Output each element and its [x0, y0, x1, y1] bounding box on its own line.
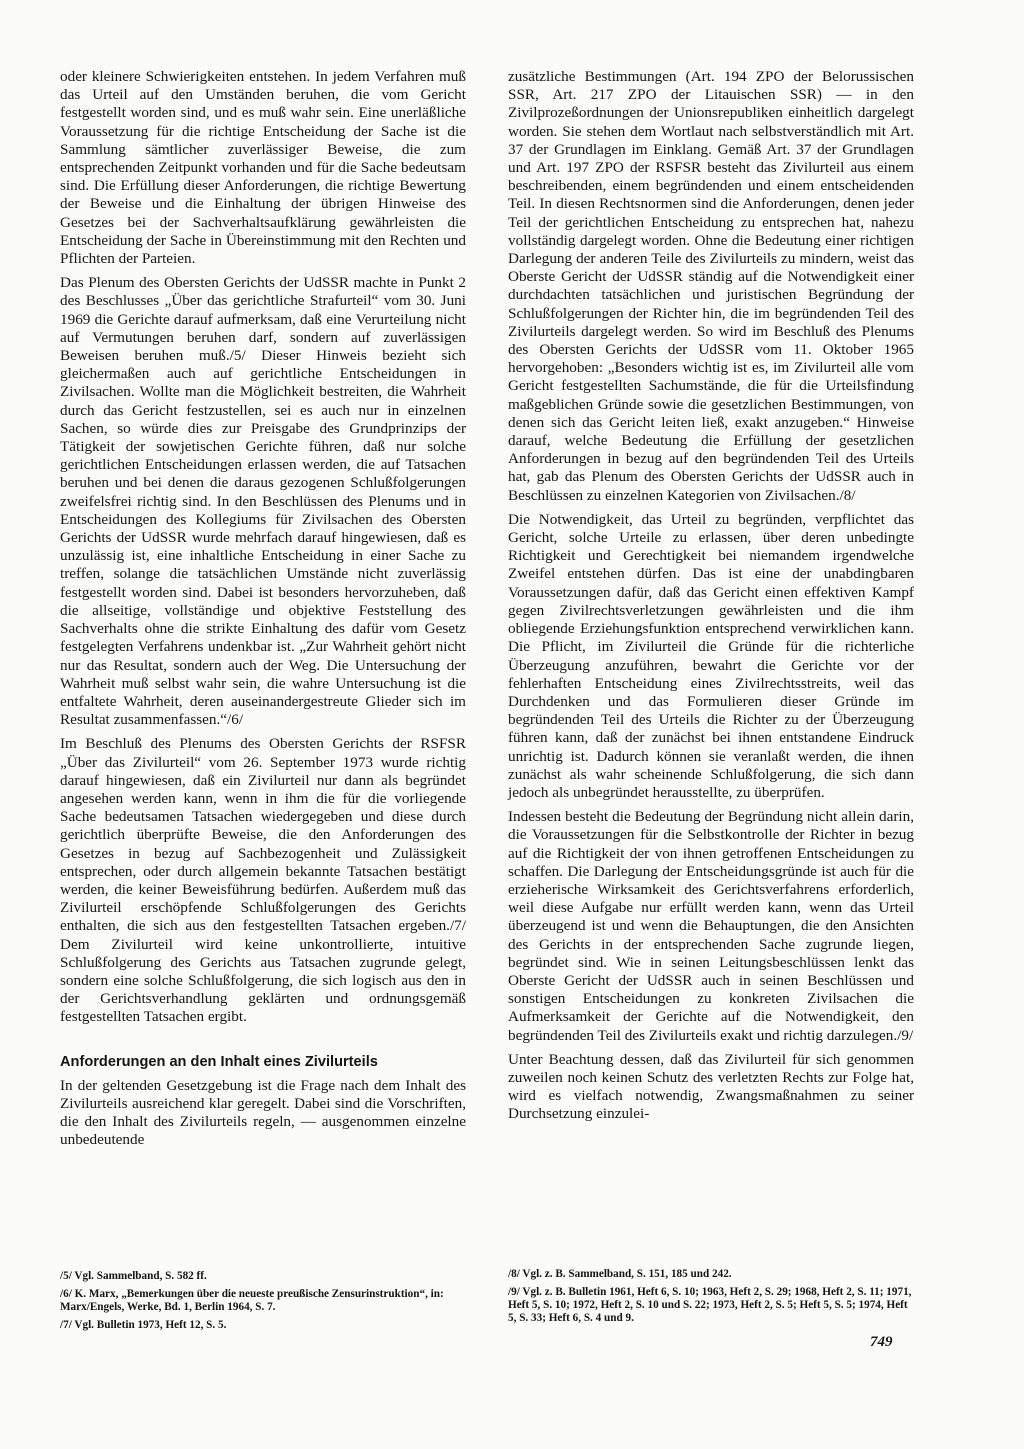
- section-heading: Anforderungen an den Inhalt eines Zivilurteils: [60, 1053, 378, 1070]
- paragraph: In der geltenden Gesetzgebung ist die Frage nach dem Inhalt des Zivilurteils ausreichend klar geregelt. Dabei sind die Vorschriften, die den Inhalt des Zivilurteils regeln, — ausgenommen einzelne unbedeutende: [60, 1076, 466, 1149]
- footnotes-right: [508, 1268, 914, 1330]
- paragraph: oder kleinere Schwierigkeiten entstehen. In jedem Verfahren muß das Urteil auf den Umständen beruhen, die vom Gericht festgestellt worden sind, und es muß wahr sein. Eine unerläßliche Voraussetzung für die richtige Entscheidung der Sache ist die Sammlung sämtlicher zuverlässiger Beweise, die zum entsprechenden Zeitpunkt vorhanden und für die Sache bedeutsam sind. Die Erfüllung dieser Anforderungen, die richtige Bewertung der Beweise und die Einhaltung der übrigen Hinweise des Gesetzes bei der Sachverhaltsaufklärung gewährleisten die Entscheidung der Sache in Übereinstimmung mit den Rechten und Pflichten der Parteien.: [60, 68, 466, 268]
- paragraph: Die Notwendigkeit, das Urteil zu begründen, verpflichtet das Gericht, solche Urteile zu erlassen, über deren unbedingte Richtigkeit und Gerechtigkeit bei niemandem irgendwelche Zweifel entstehen dürfen. Das ist eine der unabdingbaren Voraussetzungen dafür, daß das Gericht einen effektiven Kampf gegen Zivilrechtsverletzungen gewährleisten und die ihm obliegende Erziehungsfunktion entsprechend verwirklichen kann. Die Pflicht, im Zivilurteil die Gründe für die richterliche Überzeugung anzuführen, bewahrt die Gerichte vor der fehlerhaften Entscheidung eines Zivilrechtsstreits, weil das Durchdenken und das Formulieren dieser Gründe im begründenden Teil des Urteils die Richter zu der Überzeugung führen kann, daß der zunächst bei ihnen entstandene Eindruck unrichtig ist. Dadurch können sie veranlaßt werden, die ihnen zunächst als wahr scheinende Schlußfolgerung, die sich dann jedoch als unbegründet herausstellte, zu überprüfen.: [508, 510, 914, 801]
- paragraph: Das Plenum des Obersten Gerichts der UdSSR machte in Punkt 2 des Beschlusses „Über das gerichtliche Strafurteil“ vom 30. Juni 1969 die Gerichte darauf aufmerksam, daß eine Verurteilung nicht auf Vermutungen beruhen darf, sondern auf zuverlässigen Beweisen beruhen muß./5/ Dieser Hinweis bezieht sich gleichermaßen auch auf gerichtliche Entscheidungen in Zivilsachen. Wollte man die Möglichkeit bestreiten, die Wahrheit durch das Gericht festzustellen, sei es auch nur in einzelnen Sachen, so würde dies zur Preisgabe des Grundprinzips der Tätigkeit der sowjetischen Gerichte führen, daß nur solche gerichtlichen Entscheidungen erlassen werden, die auf Tatsachen beruhen und bei denen die daraus gezogenen Schlußfolgerungen zweifelsfrei richtig sind. In den Beschlüssen des Plenums und in Entscheidungen des Kollegiums für Zivilsachen des Obersten Gerichts der UdSSR wurde mehrfach darauf hingewiesen, daß es unzulässig ist, eine inhaltliche Entscheidung in einer Sache zu treffen, solange die tatsächlichen Umstände nicht zuverlässig festgestellt worden sind. Dabei ist besonders hervorzuheben, daß die allseitige, vollständige und objektive Feststellung des Sachverhalts ohne die strikte Einhaltung des dafür vom Gesetz festgelegten Verfahrens undenkbar ist. „Zur Wahrheit gehört nicht nur das Resultat, sondern auch der Weg. Die Untersuchung der Wahrheit muß selbst wahr sein, die wahre Untersuchung ist die entfaltete Wahrheit, deren auseinandergestreute Glieder sich im Resultat zusammenfassen.“/6/: [60, 274, 466, 729]
- left-column: [60, 68, 466, 1155]
- footnote: /6/ K. Marx, „Bemerkungen über die neueste preußische Zensurinstruktion“, in: Marx/Engels, Werke, Bd. 1, Berlin 1964, S. 7.: [60, 1288, 444, 1313]
- footnotes-left: [60, 1270, 466, 1337]
- page-number: 749: [870, 1334, 893, 1350]
- footnote: /9/ Vgl. z. B. Bulletin 1961, Heft 6, S. 10; 1963, Heft 2, S. 29; 1968, Heft 2, S. 11; 1971, Heft 5, S. 10; 1972, Heft 2, S. 10 und S. 22; 1973, Heft 2, S. 5; Heft 5, S. 5; 1974, Heft 5, S. 33; Heft 6, S. 4 und 9.: [508, 1286, 912, 1324]
- footnote: /7/ Vgl. Bulletin 1973, Heft 12, S. 5.: [60, 1319, 227, 1331]
- paragraph: Unter Beachtung dessen, daß das Zivilurteil für sich genommen zuweilen noch keinen Schutz des verletzten Rechts zur Folge hat, wird es vielfach notwendig, Zwangsmaßnahmen zu seiner Durchsetzung einzulei-: [508, 1050, 914, 1123]
- footnote: /5/ Vgl. Sammelband, S. 582 ff.: [60, 1270, 207, 1282]
- paragraph: Im Beschluß des Plenums des Obersten Gerichts der RSFSR „Über das Zivilurteil“ vom 26. September 1973 wurde richtig darauf hingewiesen, daß ein Zivilurteil nur dann als begründet angesehen werden kann, wenn in ihm die für die vorliegende Sache bedeutsamen Tatsachen wiedergegeben und diese durch gerichtlich überprüfte Beweise, die den Anforderungen des Gesetzes in bezug auf Sachbezogenheit und Zulässigkeit entsprechen, oder durch allgemein bekannte Tatsachen bestätigt werden, die keiner Beweisführung bedürfen. Außerdem muß das Zivilurteil erschöpfende Schlußfolgerungen des Gerichts enthalten, die sich aus den festgestellten Tatsachen ergeben./7/ Dem Zivilurteil wird keine unkontrollierte, intuitive Schlußfolgerung des Gerichts aus Tatsachen zugrunde gelegt, sondern eine solche Schlußfolgerung, die sich logisch aus den in der Gerichtsverhandlung geklärten und ordnungsgemäß festgestellten Tatsachen ergibt.: [60, 735, 466, 1026]
- paragraph: zusätzliche Bestimmungen (Art. 194 ZPO der Belorussischen SSR, Art. 217 ZPO der Litauischen SSR) — in den Zivilprozeßordnungen der Unionsrepubliken einheitlich dargelegt worden. Sie stehen dem Wortlaut nach selbstverständlich mit Art. 37 der Grundlagen im Einklang. Gemäß Art. 37 der Grundlagen und Art. 197 ZPO der RSFSR besteht das Zivilurteil aus einem beschreibenden, einem begründenden und einem entscheidenden Teil. In diesen Rechtsnormen sind die Anforderungen, denen jeder Teil der gerichtlichen Entscheidung zu entsprechen hat, nahezu vollständig dargelegt worden. Ohne die Bedeutung einer richtigen Darlegung der anderen Teile des Zivilurteils zu mindern, weist das Oberste Gericht der UdSSR ständig auf die Notwendigkeit einer durchdachten tatsächlichen und juristischen Begründung der Schlußfolgerungen der Richter hin, die im begründenden Teil des Zivilurteils dargelegt werden. So wird im Beschluß des Plenums des Obersten Gerichts der UdSSR vom 11. Oktober 1965 hervorgehoben: „Besonders wichtig ist es, im Zivilurteil alle vom Gericht festgestellten Sachumstände, die für die Urteilsfindung maßgeblichen Gründe sowie die gesetzlichen Bestimmungen, von denen sich das Gericht leiten ließ, exakt anzugeben.“ Hinweise darauf, welche Bedeutung die Erfüllung der gesetzlichen Anforderungen in bezug auf den begründenden Teil des Urteils hat, gab das Plenum des Obersten Gerichts der UdSSR auch in Beschlüssen zu einzelnen Kategorien von Zivilsachen./8/: [508, 68, 914, 504]
- paragraph: Indessen besteht die Bedeutung der Begründung nicht allein darin, die Voraussetzungen für die Selbstkontrolle der Richter in bezug auf die Richtigkeit der von ihnen getroffenen Entscheidungen zu schaffen. Die Darlegung der Entscheidungsgründe ist auch für die erzieherische Wirksamkeit des Gerichtsverfahrens erforderlich, weil diese Aufgabe nur erfüllt werden kann, wenn das Urteil überzeugend ist und wenn die Behauptungen, die den Ansichten des Gerichts in der entsprechenden Sache zugrunde liegen, begründet sind. Wie in seinen Leitungsbeschlüssen lenkt das Oberste Gericht der UdSSR auch in seinen Beschlüssen und sonstigen Entscheidungen zu konkreten Zivilsachen die Aufmerksamkeit der Gerichte auf die Notwendigkeit, den begründenden Teil des Zivilurteils exakt und richtig darzulegen./9/: [508, 808, 914, 1044]
- right-column: [508, 68, 914, 1130]
- footnote: /8/ Vgl. z. B. Sammelband, S. 151, 185 und 242.: [508, 1268, 732, 1280]
